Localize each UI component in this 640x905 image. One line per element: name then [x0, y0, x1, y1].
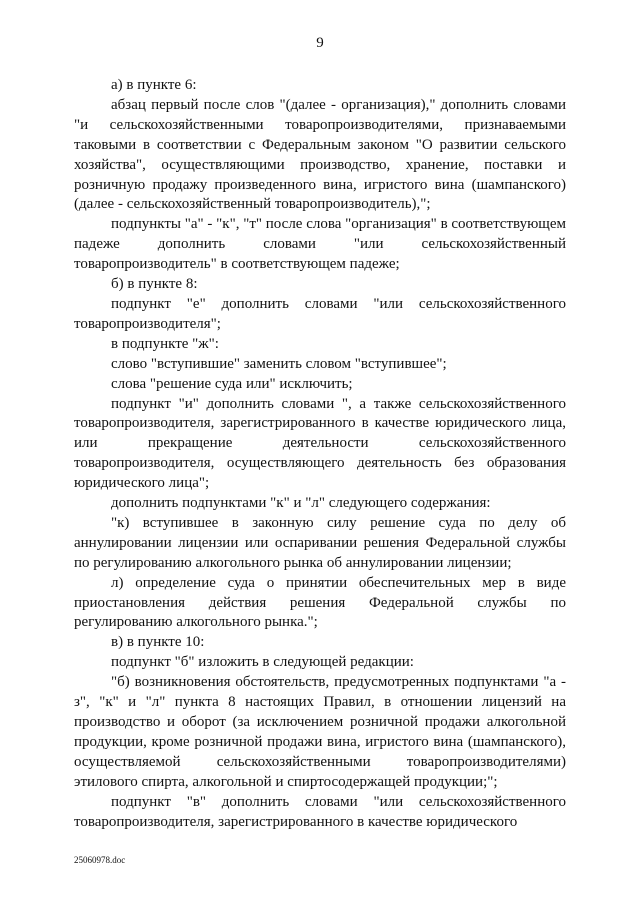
- paragraph-quote-k: "к) вступившее в законную силу решение суда по делу об аннулировании лицензии или оспаривании решения Федеральной службы по регулированию алкогольного рынка об аннулировании лицензии;: [74, 514, 566, 571]
- paragraph-subitem-i: подпункт "и" дополнить словами ", а также сельскохозяйственного товаропроизводителя, зарегистрированного в качестве юридического лица, или прекращение деятельности сельскохозяйственного товаропроизводителя, осуществляющего деятельность без образования юридического лица";: [74, 395, 566, 492]
- paragraph-quote-b: "б) возникновения обстоятельств, предусмотренных подпунктами "а - з", "к" и "л" пункта 8 настоящих Правил, в отношении лицензий на производство и оборот (за исключением розничной продажи алкогольной продукции, кроме розничной продажи вина, игристого вина (шампанского), осуществляемой сельскохозяйственными товаропроизводителями) этилового спирта, алкогольной и спиртосодержащей продукции;";: [74, 674, 566, 790]
- document-body: [74, 76, 566, 832]
- paragraph-words-remove: слова "решение суда или" исключить;: [111, 375, 353, 392]
- paragraph-item-a: а) в пункте 6:: [111, 77, 197, 93]
- paragraph-subitems-a-k-t: подпункты "а" - "к", "т" после слова "организация" в соответствующем падеже дополнить словами "или сельскохозяйственный товаропроизводитель" в соответствующем падеже;: [74, 216, 566, 273]
- paragraph-subitem-zh: в подпункте "ж":: [111, 335, 219, 352]
- footer-file-code: 25060978.doc: [74, 855, 126, 865]
- paragraph-subitem-v: подпункт "в" дополнить словами "или сельскохозяйственного товаропроизводителя, зарегистрированного в качестве юридического: [74, 793, 566, 830]
- paragraph-quote-l: л) определение суда о принятии обеспечительных мер в виде приостановления действия решения Федеральной службы по регулированию алкогольного рынка.";: [74, 574, 566, 631]
- page-number: 9: [316, 35, 324, 51]
- paragraph-abzac-first: абзац первый после слов "(далее - организация)," дополнить словами "и сельскохозяйственными товаропроизводителями, признаваемыми таковыми в соответствии с Федеральным законом "О развитии сельского хозяйства", осуществляющими производство, хранение, поставки и розничную продажу произведенного вина, игристого вина (шампанского) (далее - сельскохозяйственный товаропроизводитель),";: [74, 96, 566, 213]
- paragraph-subitem-e: подпункт "е" дополнить словами "или сельскохозяйственного товаропроизводителя";: [74, 295, 566, 332]
- paragraph-word-replace: слово "вступившие" заменить словом "вступившее";: [111, 355, 447, 372]
- paragraph-subitem-b-redaction: подпункт "б" изложить в следующей редакции:: [111, 654, 414, 671]
- paragraph-item-v: в) в пункте 10:: [111, 634, 205, 651]
- paragraph-item-b: б) в пункте 8:: [111, 276, 198, 293]
- paragraph-add-k-l: дополнить подпунктами "к" и "л" следующего содержания:: [111, 495, 491, 512]
